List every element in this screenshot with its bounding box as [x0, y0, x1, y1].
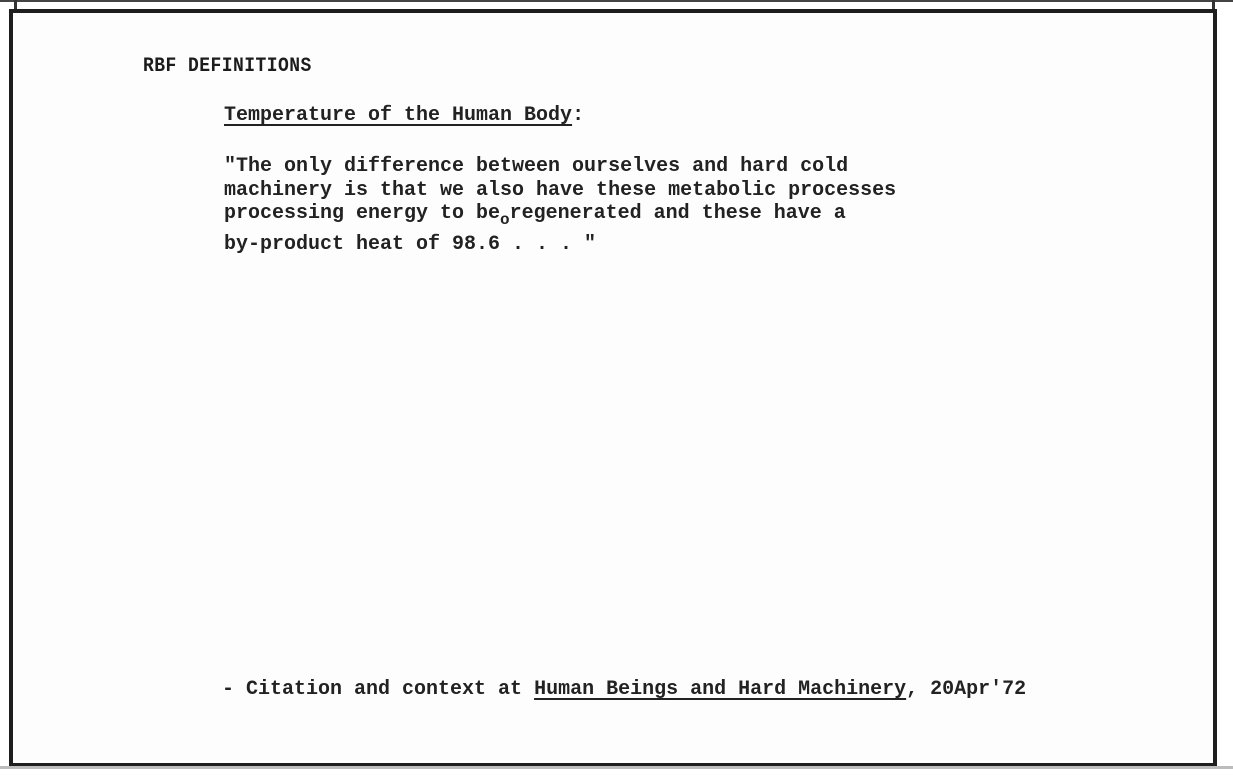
- top-edge-line: [0, 0, 1233, 2]
- quote-line-2: machinery is that we also have these metabolic processes: [224, 178, 897, 202]
- bottom-edge-line: [0, 766, 1233, 769]
- quote-line-4: by-product heat of 98.6 . . . ": [224, 232, 597, 256]
- definition-title-text: Temperature of the Human Body: [224, 104, 573, 127]
- definition-title-colon: :: [572, 104, 585, 127]
- citation-prefix: - Citation and context at: [222, 678, 535, 701]
- quote-line-1: "The only difference between ourselves and hard cold: [224, 155, 849, 178]
- definition-quote: [224, 155, 896, 256]
- quote-line-3-end: regenerated and these have a: [509, 202, 846, 225]
- quote-line-3-mark: o: [500, 211, 510, 229]
- definition-card: [9, 9, 1217, 767]
- page-heading: RBF DEFINITIONS: [143, 55, 312, 78]
- citation-link[interactable]: Human Beings and Hard Machinery: [534, 678, 907, 701]
- citation-line: [222, 678, 1026, 701]
- definition-title: [224, 104, 584, 127]
- citation-date: , 20Apr'72: [906, 678, 1027, 701]
- quote-line-3-start: processing energy to be: [224, 202, 501, 225]
